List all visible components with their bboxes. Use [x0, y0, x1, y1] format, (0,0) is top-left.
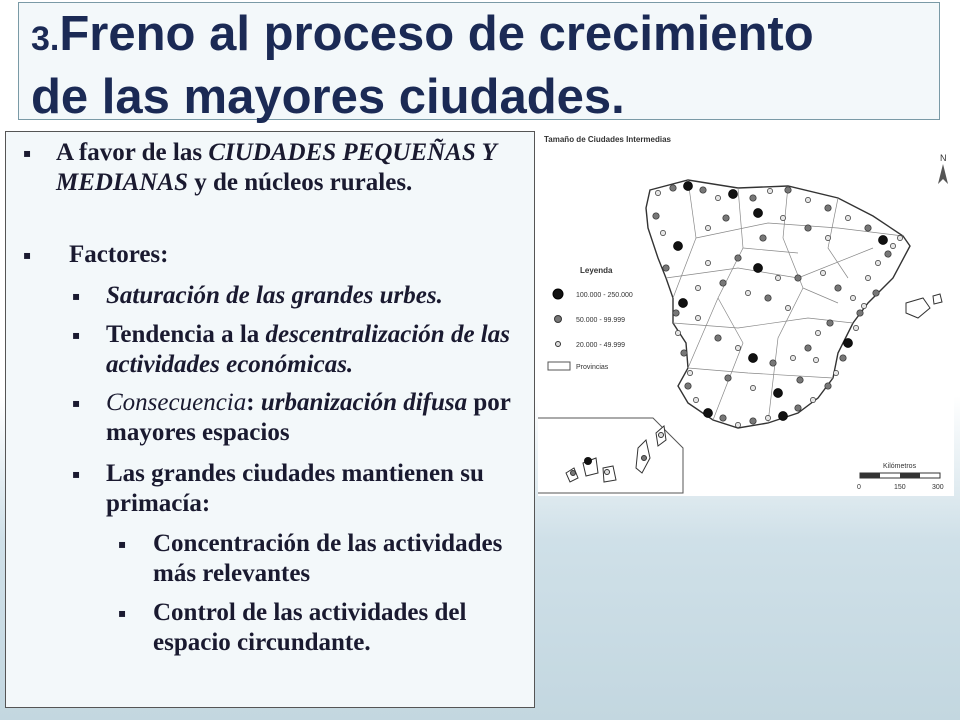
scale-tick: 300	[932, 484, 944, 491]
city-marker	[810, 397, 815, 402]
north-label: N	[940, 153, 947, 163]
item-emphasis: descentralización de las actividades económicas.	[106, 321, 510, 378]
city-marker	[660, 230, 665, 235]
city-marker	[840, 355, 846, 361]
slide-title	[31, 5, 814, 126]
city-marker	[825, 235, 830, 240]
item-text: Tendencia a la	[106, 321, 266, 348]
city-marker	[704, 409, 713, 418]
city-marker	[675, 330, 680, 335]
item-emphasis: urbanización difusa	[260, 389, 468, 416]
scale-tick: 0	[857, 484, 861, 491]
city-marker	[673, 310, 679, 316]
item-text: Control de las actividades del espacio circundante.	[153, 599, 467, 656]
city-marker	[865, 225, 871, 231]
city-marker	[674, 242, 683, 251]
city-marker	[845, 215, 850, 220]
city-marker	[785, 187, 791, 193]
city-marker	[795, 275, 801, 281]
legend-label: 20.000 - 49.999	[576, 342, 626, 349]
scale-bar	[857, 463, 944, 491]
city-marker	[765, 295, 771, 301]
city-marker	[693, 397, 698, 402]
city-marker	[720, 415, 726, 421]
city-marker	[750, 195, 756, 201]
city-marker	[785, 305, 790, 310]
bullet-item-small-cities	[23, 138, 516, 198]
legend-marker-large	[553, 289, 563, 299]
legend-label: Provincias	[576, 364, 609, 371]
city-marker	[705, 225, 710, 230]
city-marker	[805, 225, 811, 231]
city-marker	[765, 415, 770, 420]
city-marker	[745, 290, 750, 295]
square-bullet-icon: ▪	[118, 606, 127, 620]
bullet-item-consequence	[72, 388, 531, 448]
city-marker	[875, 260, 880, 265]
north-arrow-icon	[938, 153, 948, 184]
city-marker	[857, 310, 863, 316]
city-marker	[770, 360, 776, 366]
city-marker	[687, 370, 692, 375]
city-marker	[825, 383, 831, 389]
city-marker	[663, 265, 669, 271]
city-marker	[684, 182, 693, 191]
city-marker	[827, 320, 833, 326]
scale-tick: 150	[894, 484, 906, 491]
square-bullet-icon: ▪	[23, 248, 32, 262]
city-marker	[890, 243, 895, 248]
city-marker	[723, 215, 729, 221]
city-marker	[775, 275, 780, 280]
map-panel	[538, 128, 954, 496]
spain-cities-map	[538, 128, 954, 496]
city-marker	[813, 357, 818, 362]
city-marker	[790, 355, 795, 360]
square-bullet-icon: ▪	[72, 396, 81, 410]
city-marker	[700, 187, 706, 193]
city-marker	[749, 354, 758, 363]
bullet-item-saturation	[72, 281, 526, 311]
item-text: Factores:	[69, 241, 169, 268]
title-box	[18, 2, 940, 124]
city-marker	[774, 389, 783, 398]
city-marker	[797, 377, 803, 383]
city-marker	[725, 375, 731, 381]
city-marker	[779, 412, 788, 421]
city-marker	[767, 188, 772, 193]
item-text: por mayores espacios	[106, 389, 511, 446]
item-text: Consecuencia	[106, 389, 247, 416]
city-marker	[760, 235, 766, 241]
city-marker	[853, 325, 858, 330]
city-marker	[735, 345, 740, 350]
city-marker	[795, 405, 801, 411]
legend-marker-province	[548, 362, 570, 370]
city-marker	[805, 345, 811, 351]
city-marker	[850, 295, 855, 300]
square-bullet-icon: ▪	[72, 328, 81, 342]
city-marker	[681, 350, 687, 356]
legend-label: 100.000 - 250.000	[576, 292, 633, 299]
item-text: :	[246, 389, 261, 416]
bullet-item-control	[118, 598, 528, 658]
bullet-item-concentration	[118, 529, 528, 589]
balearic-island	[906, 298, 930, 318]
city-marker	[879, 236, 888, 245]
item-text: Concentración de las actividades más relevantes	[153, 530, 503, 587]
item-text: A favor de las	[56, 139, 209, 166]
city-marker	[844, 339, 853, 348]
legend-marker-medium	[555, 316, 562, 323]
city-marker	[720, 280, 726, 286]
map-title: Tamaño de Ciudades Intermedias	[544, 135, 671, 144]
city-marker	[750, 385, 755, 390]
city-marker	[833, 370, 838, 375]
city-marker	[735, 422, 740, 427]
city-marker	[735, 255, 741, 261]
map-legend	[548, 266, 633, 371]
city-marker	[695, 315, 700, 320]
bullet-item-factors	[23, 240, 509, 270]
city-marker	[705, 260, 710, 265]
square-bullet-icon: ▪	[72, 289, 81, 303]
city-marker	[685, 383, 691, 389]
city-marker	[679, 299, 688, 308]
city-marker	[653, 213, 659, 219]
item-text: y de núcleos rurales.	[188, 169, 413, 196]
item-text: Las grandes ciudades mantienen su primacía:	[106, 460, 484, 517]
city-marker	[815, 330, 820, 335]
city-marker	[805, 197, 810, 202]
city-marker	[865, 275, 870, 280]
bullet-item-primacy	[72, 459, 526, 519]
city-marker	[897, 235, 902, 240]
square-bullet-icon: ▪	[23, 146, 32, 160]
item-text: Saturación de las grandes urbes.	[106, 282, 443, 309]
canary-islands-inset	[538, 418, 683, 493]
city-marker	[820, 270, 825, 275]
bullet-item-decentralization	[72, 320, 526, 380]
title-number: 3.	[31, 20, 60, 58]
city-marker	[754, 264, 763, 273]
city-marker	[729, 190, 738, 199]
city-marker	[715, 195, 720, 200]
city-marker	[873, 290, 879, 296]
city-marker	[670, 185, 676, 191]
city-marker	[885, 251, 891, 257]
city-marker	[835, 285, 841, 291]
title-line-2: de las mayores ciudades.	[31, 70, 625, 124]
square-bullet-icon: ▪	[72, 467, 81, 481]
city-marker	[655, 190, 660, 195]
legend-label: 50.000 - 99.999	[576, 317, 626, 324]
item-emphasis: CIUDADES PEQUEÑAS Y MEDIANAS	[56, 139, 496, 196]
balearic-island	[933, 294, 942, 304]
city-marker	[861, 303, 866, 308]
city-marker	[750, 418, 756, 424]
city-marker	[715, 335, 721, 341]
city-marker	[695, 285, 700, 290]
legend-title: Leyenda	[580, 266, 613, 275]
title-line-1: Freno al proceso de crecimiento	[59, 7, 814, 61]
square-bullet-icon: ▪	[118, 537, 127, 551]
content-box	[5, 131, 535, 708]
city-marker	[780, 215, 785, 220]
city-marker	[825, 205, 831, 211]
city-marker	[754, 209, 763, 218]
legend-marker-small	[556, 342, 561, 347]
scale-label: Kilómetros	[883, 463, 917, 470]
